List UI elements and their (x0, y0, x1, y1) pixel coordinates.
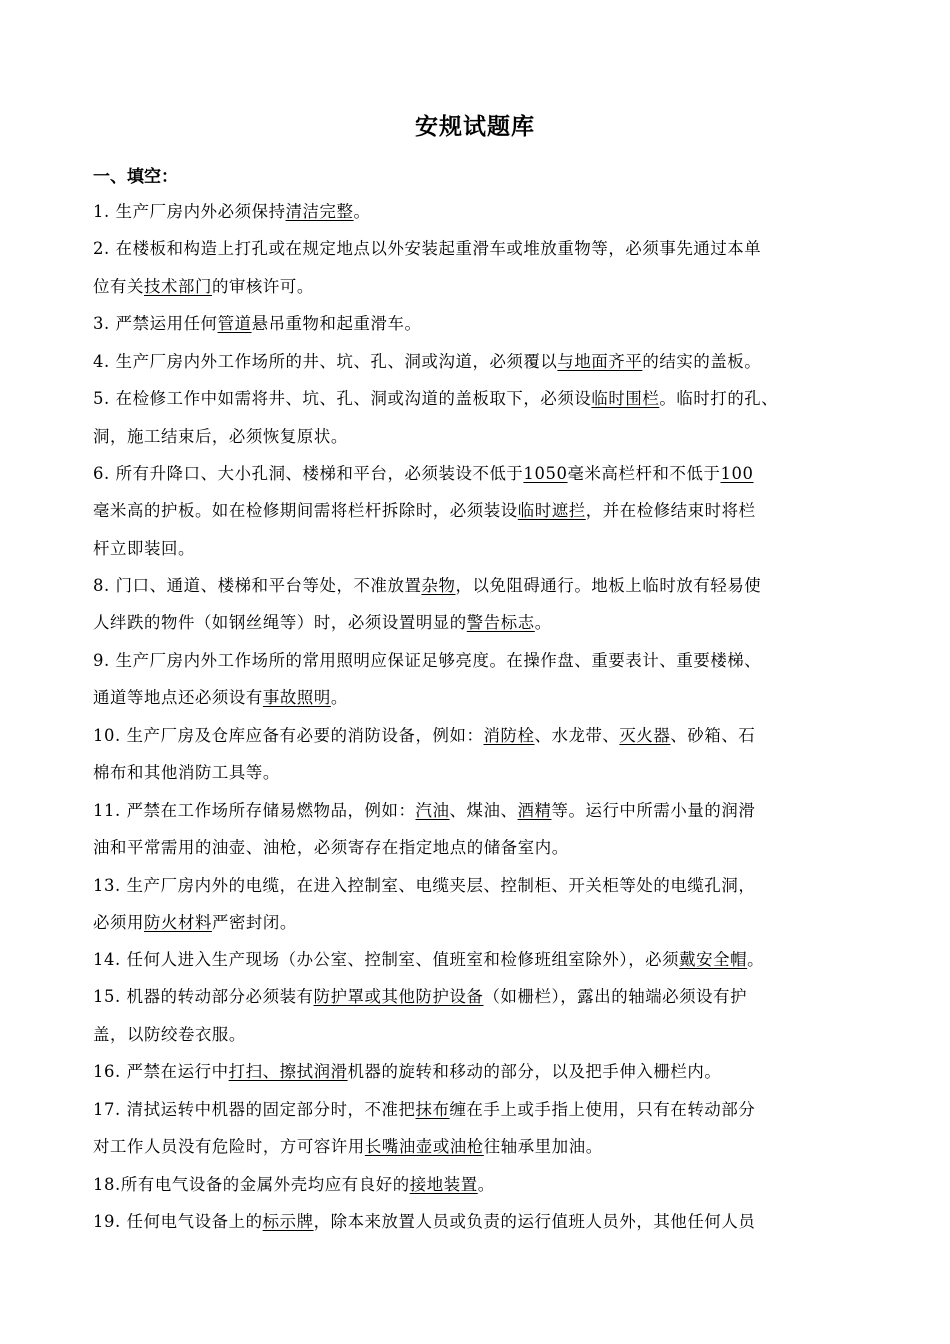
answer-blank: 戴安全帽 (679, 950, 748, 969)
text-line (93, 1058, 721, 1082)
answer-blank: 警告标志 (466, 613, 535, 632)
text-line (93, 348, 761, 372)
text-segment: 棉布和其他消防工具等。 (93, 763, 280, 782)
answer-blank: 杂物 (421, 576, 456, 595)
answer-blank: 打扫、擦拭润滑 (228, 1062, 348, 1081)
answer-blank: 管道 (217, 314, 252, 333)
section-heading: 一、填空： (93, 167, 178, 187)
text-segment: 。 (747, 950, 765, 969)
answer-blank: 100 (720, 464, 754, 483)
text-line (93, 1171, 495, 1195)
text-line (93, 909, 297, 933)
text-segment: 悬吊重物和起重滑车。 (251, 314, 422, 333)
text-segment: 6. 所有升降口、大小孔洞、楼梯和平台，必须装设不低于 (93, 464, 524, 483)
text-segment: 1. 生产厂房内外必须保持 (93, 202, 286, 221)
text-segment: 、砂箱、石 (670, 726, 756, 745)
text-segment: 位有关 (93, 277, 144, 296)
text-segment: 杆立即装回。 (93, 539, 195, 558)
text-line (93, 684, 348, 708)
text-segment: 机器的旋转和移动的部分，以及把手伸入栅栏内。 (347, 1062, 722, 1081)
text-segment: 16. 严禁在运行中 (93, 1062, 229, 1081)
text-line (93, 235, 761, 259)
text-segment: 9. 生产厂房内外工作场所的常用照明应保证足够亮度。在操作盘、重要表计、重要楼梯、 (93, 651, 762, 670)
answer-blank: 与地面齐平 (557, 352, 643, 371)
text-segment: 油和平常需用的油壶、油枪，必须寄存在指定地点的储备室内。 (93, 838, 569, 857)
text-line (93, 647, 761, 671)
text-line (93, 1096, 755, 1120)
text-segment: 10. 生产厂房及仓库应备有必要的消防设备，例如： (93, 726, 484, 745)
text-segment: 5. 在检修工作中如需将井、坑、孔、洞或沟道的盖板取下，必须设 (93, 389, 592, 408)
text-segment: 8. 门口、通道、楼梯和平台等处，不准放置 (93, 576, 422, 595)
text-segment: 15. 机器的转动部分必须装有 (93, 987, 314, 1006)
answer-blank: 防护罩或其他防护设备 (313, 987, 484, 1006)
text-segment: 18.所有电气设备的金属外壳均应有良好的 (93, 1175, 410, 1194)
text-line (93, 609, 552, 633)
answer-blank: 汽油 (415, 801, 450, 820)
text-segment: 19. 任何电气设备上的 (93, 1212, 263, 1231)
text-segment: 2. 在楼板和构造上打孔或在规定地点以外安装起重滑车或堆放重物等，必须事先通过本单 (93, 239, 762, 258)
text-line (93, 497, 756, 521)
text-line (93, 1133, 603, 1157)
text-line (93, 273, 314, 297)
text-line (93, 572, 761, 596)
text-segment: 的审核许可。 (211, 277, 314, 296)
text-segment: 等。运行中所需小量的润滑 (551, 801, 756, 820)
text-segment: 。临时打的孔、 (659, 389, 779, 408)
text-segment: 必须用 (93, 913, 144, 932)
text-segment: 11. 严禁在工作场所存储易燃物品，例如： (93, 801, 416, 820)
text-line (93, 834, 569, 858)
answer-blank: 1050 (523, 464, 568, 483)
answer-blank: 技术部门 (143, 277, 212, 296)
text-segment: 、煤油、 (449, 801, 518, 820)
text-segment: 毫米高栏杆和不低于 (567, 464, 721, 483)
answer-blank: 接地装置 (409, 1175, 478, 1194)
answer-blank: 灭火器 (619, 726, 671, 745)
text-line (93, 722, 755, 746)
text-segment: ，以免阻碍通行。地板上临时放有轻易使 (455, 576, 762, 595)
answer-blank: 消防栓 (483, 726, 535, 745)
text-line (93, 535, 195, 559)
text-segment: 13. 生产厂房内外的电缆，在进入控制室、电缆夹层、控制柜、开关柜等处的电缆孔洞， (93, 876, 756, 895)
text-line (93, 310, 421, 334)
text-segment: 、水龙带、 (534, 726, 620, 745)
answer-blank: 酒精 (517, 801, 552, 820)
text-segment: 缠在手上或手指上使用，只有在转动部分 (449, 1100, 756, 1119)
text-segment: 17. 清拭运转中机器的固定部分时，不准把 (93, 1100, 416, 1119)
text-line (93, 872, 755, 896)
answer-blank: 事故照明 (262, 688, 331, 707)
text-segment: 对工作人员没有危险时，方可容许用 (93, 1137, 365, 1156)
text-segment: 通道等地点还必须设有 (93, 688, 263, 707)
text-segment: 。 (330, 688, 348, 707)
answer-blank: 临时围栏 (591, 389, 660, 408)
answer-blank: 防火材料 (143, 913, 212, 932)
text-line (93, 983, 747, 1007)
text-line (93, 1021, 246, 1045)
text-segment: 14. 任何人进入生产现场（办公室、控制室、值班室和检修班组室除外），必须 (93, 950, 680, 969)
answer-blank: 临时遮拦 (517, 501, 586, 520)
text-line (93, 946, 764, 970)
answer-blank: 长嘴油壶或油枪 (364, 1137, 484, 1156)
text-segment: 洞，施工结束后，必须恢复原状。 (93, 427, 348, 446)
text-segment: ，除本来放置人员或负责的运行值班人员外，其他任何人员 (313, 1212, 756, 1231)
text-segment: （如栅栏），露出的轴端必须设有护 (483, 987, 748, 1006)
text-segment: 盖，以防绞卷衣服。 (93, 1025, 246, 1044)
text-line (93, 1208, 755, 1232)
text-segment: 的结实的盖板。 (642, 352, 762, 371)
answer-blank: 抹布 (415, 1100, 450, 1119)
text-segment: 人绊跌的物件（如钢丝绳等）时，必须设置明显的 (93, 613, 467, 632)
text-segment: 严密封闭。 (211, 913, 297, 932)
text-line (93, 423, 348, 447)
text-line (93, 797, 755, 821)
page-title: 安规试题库 (415, 113, 535, 140)
text-segment: 往轴承里加油。 (483, 1137, 603, 1156)
text-segment: 。 (353, 202, 371, 221)
text-segment: 4. 生产厂房内外工作场所的井、坑、孔、洞或沟道，必须覆以 (93, 352, 558, 371)
text-segment: 毫米高的护板。如在检修期间需将栏杆拆除时，必须装设 (93, 501, 518, 520)
text-segment: ，并在检修结束时将栏 (585, 501, 756, 520)
text-segment: 。 (534, 613, 552, 632)
text-segment: 。 (477, 1175, 495, 1194)
text-line (93, 385, 778, 409)
answer-blank: 标示牌 (262, 1212, 314, 1231)
text-line (93, 759, 280, 783)
text-segment: 3. 严禁运用任何 (93, 314, 218, 333)
text-line (93, 460, 754, 484)
text-line (93, 198, 371, 222)
answer-blank: 清洁完整 (285, 202, 354, 221)
